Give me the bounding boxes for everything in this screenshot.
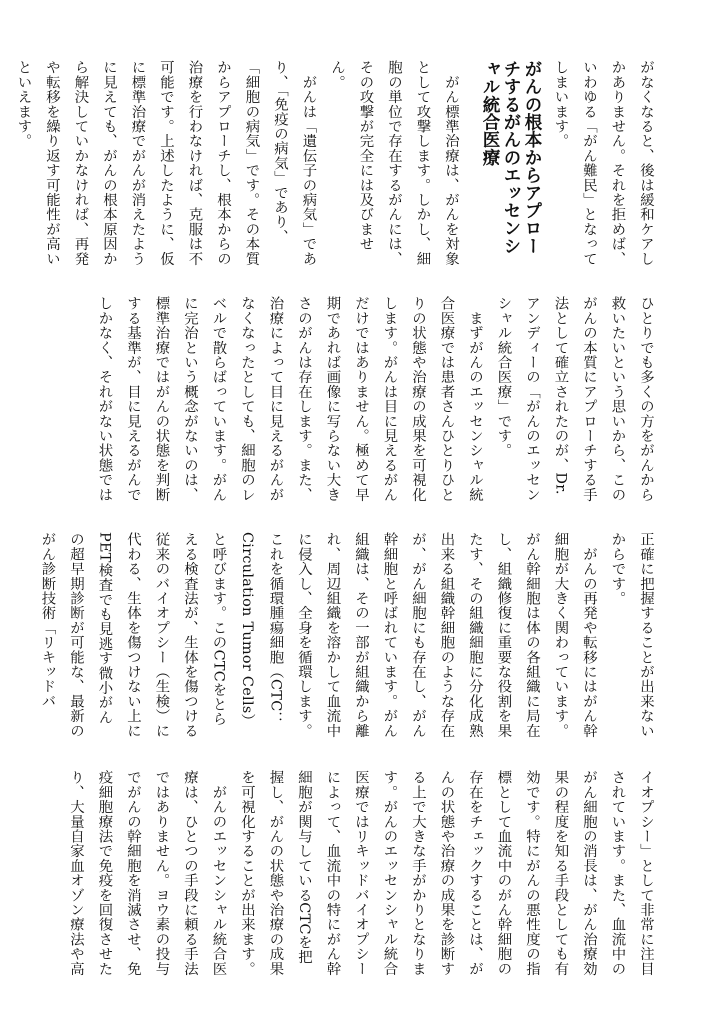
paragraph: がんは「遺伝子の病気」であり、「免疫の病気」であり、「細胞の病気」です。その本質からアプローチし、根本からの治療を行わなければ、克服は不可能です。上述したように、仮に標準治療でがんが消えたように見えても、がんの根本原因から解決していかなければ、再発や転移を繰り返す可能性が高いといえます。 [15,60,317,266]
paragraph: イオプシー」として非常に注目されています。また、血流中のがん細胞の消長は、がん治療効果の程度を知る手段としても有効です。特にがんの悪性度の指標として血流中のがん幹細胞の存在をチェックすることは、がんの状態や治療の成果を診断する上で大きな手がかりとなります。がんのエッセンシャル統合医療ではリキッドバイオプシーによって、血流中の特にがん幹細胞が関与しているCTCを把握し、がんの状態や治療の成果を可視化することが出来ます。 [239,770,654,976]
vertical-text-block [15,60,660,266]
paragraph: がん標準治療は、がんを対象として攻撃します。しかし、細胞の単位で存在するがんには、その攻撃が完全には及びません。 [329,60,459,266]
section-heading: がんの根本からアプローチするがんのエッセンシャル統合医療 [480,60,542,255]
text-tier-2 [88,296,660,502]
text-tier-3 [39,532,660,738]
paragraph: がなくなると、後は緩和ケアしかありません。それを拒めば、いわゆる「がん難民」となってしまいます。 [552,60,654,266]
text-tier-4 [68,770,660,976]
paragraph: がんの再発や転移にはがん幹細胞が大きく関わっています。がん幹細胞は体の各組織に局在し、組織修復に重要な役割を果たす、その組織細胞に分化成熟出来る組織幹細胞のような存在が、がん細胞にも存在し、がん幹細胞と呼ばれています。がん組織は、その一部が組織から離れ、周辺組織を溶かして血流中に侵入し、全身を循環します。これを循環腫瘍細胞（CTC：Circulation Tumor Cells）と呼びます。このCTCをとらえる検査法が、生体を傷つける従来のバイオプシー（生検）に代わる、生体を傷つけない上にPET検査でも見逃す微小がんの超早期診断が可能な、最新のがん診断技術「リキッドバ [39,532,597,738]
paragraph: まずがんのエッセンシャル統合医療では患者さんひとりひとりの状態や治療の成果を可視化します。がんは目に見えるがんだけではありません。極めて早期であれば画像に写らない大きさのがんは存在します。また、治療によって目に見えるがんがなくなったとしても、細胞のレベルで散らばっています。がんに完治という概念がないのは、標準治療ではがんの状態を判断する基準が、目に見えるがんでしかなく、それがない状態では [96,296,483,502]
paragraph: ひとりでも多くの方をがんから救いたいという思いから、このがんの本質にアプローチする手法として確立されたのが、Dr.アンディーの「がんのエッセンシャル統合医療」です。 [495,296,654,502]
paragraph: 正確に把握することが出来ないからです。 [609,532,654,738]
text-tier-1 [15,60,660,266]
vertical-text-block [88,296,660,502]
paragraph: がんのエッセンシャル統合医療は、ひとつの手段に頼る手法ではありません。ヨウ素の投与でがんの幹細胞を消滅させ、免疫細胞療法で免疫を回復させたり、大量自家血オゾン療法や高 [68,770,227,976]
vertical-text-block [68,770,660,976]
vertical-text-block [39,532,660,738]
